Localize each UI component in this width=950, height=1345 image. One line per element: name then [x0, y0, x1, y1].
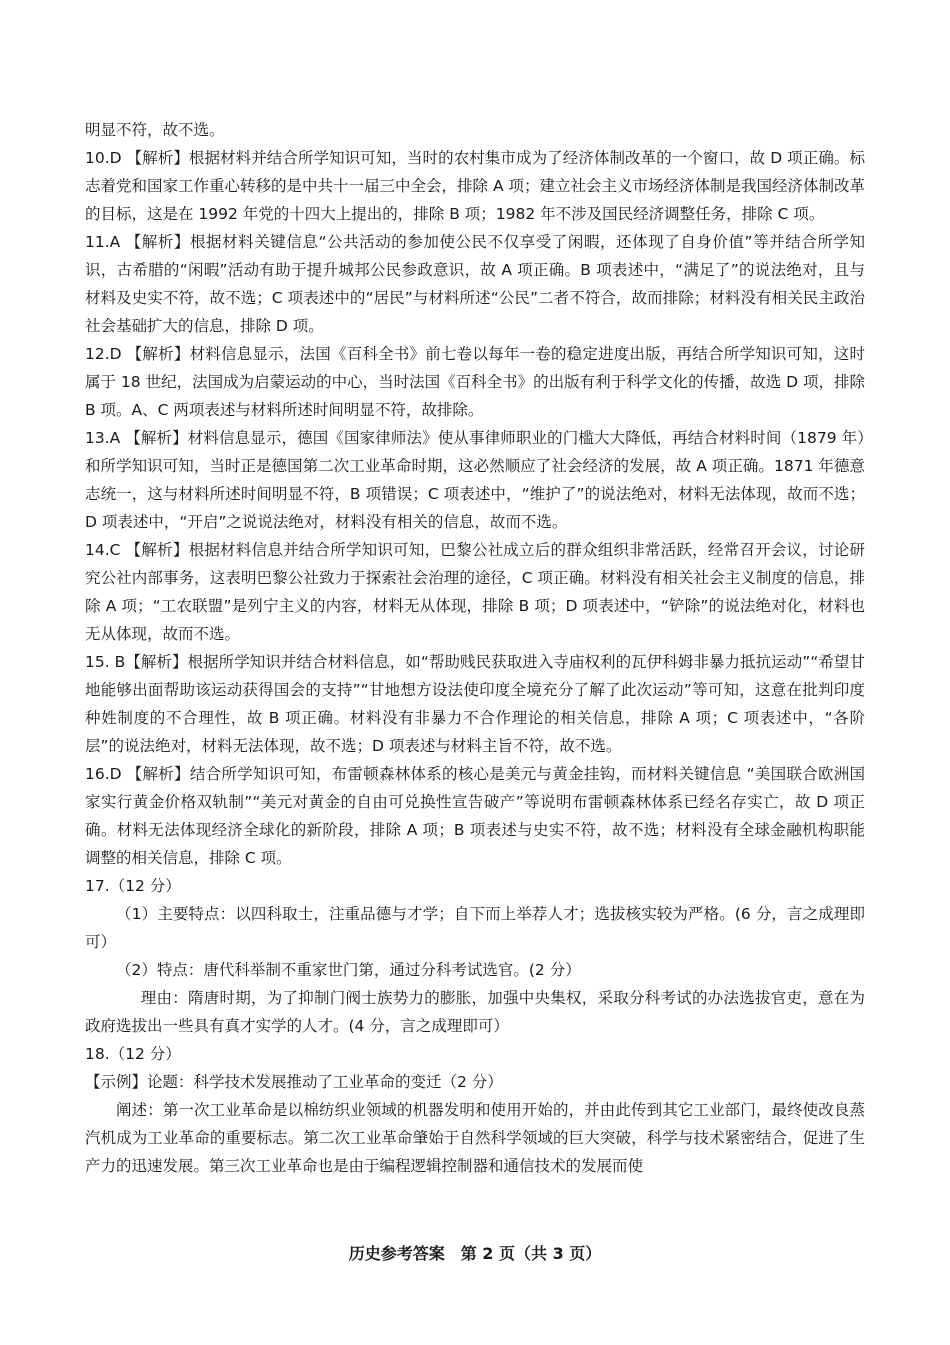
answer-paragraph: 14.C 【解析】根据材料信息并结合所学知识可知，巴黎公社成立后的群众组织非常活跃，经常召开会议，讨论研究公社内部事务，这表明巴黎公社致力于探索社会治理的途径，C 项正确。材料没有相关社会主义制度的信息，排除 A 项；“工农联盟”是列宁主义的内容，材料无从体现，排除 B 项；D 项表述中，“铲除”的说法绝对化，材料也无从体现，故而不选。	[85, 541, 865, 643]
answer-paragraph: 10.D 【解析】根据材料并结合所学知识可知，当时的农村集市成为了经济体制改革的一个窗口，故 D 项正确。标志着党和国家工作重心转移的是中共十一届三中全会，排除 A 项；建立社会主义市场经济体制是我国经济体制改革的目标，这是在 1992 年党的十四大上提出的，排除 B 项；1982 年不涉及国民经济调整任务，排除 C 项。	[85, 149, 865, 223]
answer-paragraph: 11.A 【解析】根据材料关键信息“公共活动的参加使公民不仅享受了闲暇，还体现了自身价值”等并结合所学知识，古希腊的“闲暇”活动有助于提升城邦公民参政意识，故 A 项正确。B 项表述中，“满足了”的说法绝对，且与材料及史实不符，故不选；C 项表述中的“居民”与材料所述“公民”二者不符合，故而排除；材料没有相关民主政治社会基础扩大的信息，排除 D 项。	[85, 233, 865, 335]
answer-paragraph: 16.D 【解析】结合所学知识可知，布雷顿森林体系的核心是美元与黄金挂钩，而材料关键信息 “美国联合欧洲国家实行黄金价格双轨制”“美元对黄金的自由可兑换性宣告破产”等说明布雷顿森林体系已经名存实亡，故 D 项正确。材料无法体现经济全球化的新阶段，排除 A 项；B 项表述与史实不符，故不选；材料没有全球金融机构职能调整的相关信息，排除 C 项。	[85, 765, 865, 867]
answer-paragraph: 17.（12 分）	[85, 877, 181, 895]
answer-paragraph: （1）主要特点：以四科取士，注重品德与才学；自下而上举荐人才；选拔核实较为严格。(6 分，言之成理即可）	[85, 905, 865, 951]
answer-paragraph: （2）特点：唐代科举制不重家世门第，通过分科考试选官。(2 分）	[116, 961, 581, 979]
answer-paragraph: 15. B【解析】根据所学知识并结合材料信息，如“帮助贱民获取进入寺庙权利的瓦伊科姆非暴力抵抗运动”“希望甘地能够出面帮助该运动获得国会的支持”“甘地想方设法使印度全境充分了解了此次运动”等可知，这意在批判印度种姓制度的不合理性，故 B 项正确。材料没有非暴力不合作理论的相关信息，排除 A 项；C 项表述中，“各阶层”的说法绝对，材料无法体现，故不选；D 项表述与材料主旨不符，故不选。	[85, 653, 865, 755]
answer-paragraph: 18.（12 分）	[85, 1045, 181, 1063]
answer-paragraph: 理由：隋唐时期，为了抑制门阀士族势力的膨胀，加强中央集权，采取分科考试的办法选拔官吏，意在为政府选拔出一些具有真才实学的人才。(4 分，言之成理即可）	[85, 989, 865, 1035]
answer-paragraph: 12.D 【解析】材料信息显示，法国《百科全书》前七卷以每年一卷的稳定进度出版，再结合所学知识可知，这时属于 18 世纪，法国成为启蒙运动的中心，当时法国《百科全书》的出版有利于科学文化的传播，故选 D 项，排除 B 项。A、C 两项表述与材料所述时间明显不符，故排除。	[85, 345, 865, 419]
answer-body	[85, 116, 865, 1180]
answer-paragraph: 13.A 【解析】材料信息显示，德国《国家律师法》使从事律师职业的门槛大大降低，再结合材料时间（1879 年）和所学知识可知，当时正是德国第二次工业革命时期，这必然顺应了社会经济的发展，故 A 项正确。1871 年德意志统一，这与材料所述时间明显不符，B 项错误；C 项表述中，“维护了”的说法绝对，材料无法体现，故而不选；D 项表述中，“开启”之说说法绝对，材料没有相关的信息，故而不选。	[85, 429, 865, 531]
page-footer: 历史参考答案 第 2 页（共 3 页）	[348, 1244, 602, 1263]
answer-paragraph: 【示例】论题：科学技术发展推动了工业革命的变迁（2 分）	[85, 1073, 503, 1091]
answer-paragraph: 明显不符，故不选。	[85, 121, 225, 139]
answer-paragraph: 阐述：第一次工业革命是以棉纺织业领域的机器发明和使用开始的，并由此传到其它工业部门，最终使改良蒸汽机成为工业革命的重要标志。第二次工业革命肇始于自然科学领域的巨大突破，科学与技术紧密结合，促进了生产力的迅速发展。第三次工业革命也是由于编程逻辑控制器和通信技术的发展而使	[85, 1101, 865, 1175]
